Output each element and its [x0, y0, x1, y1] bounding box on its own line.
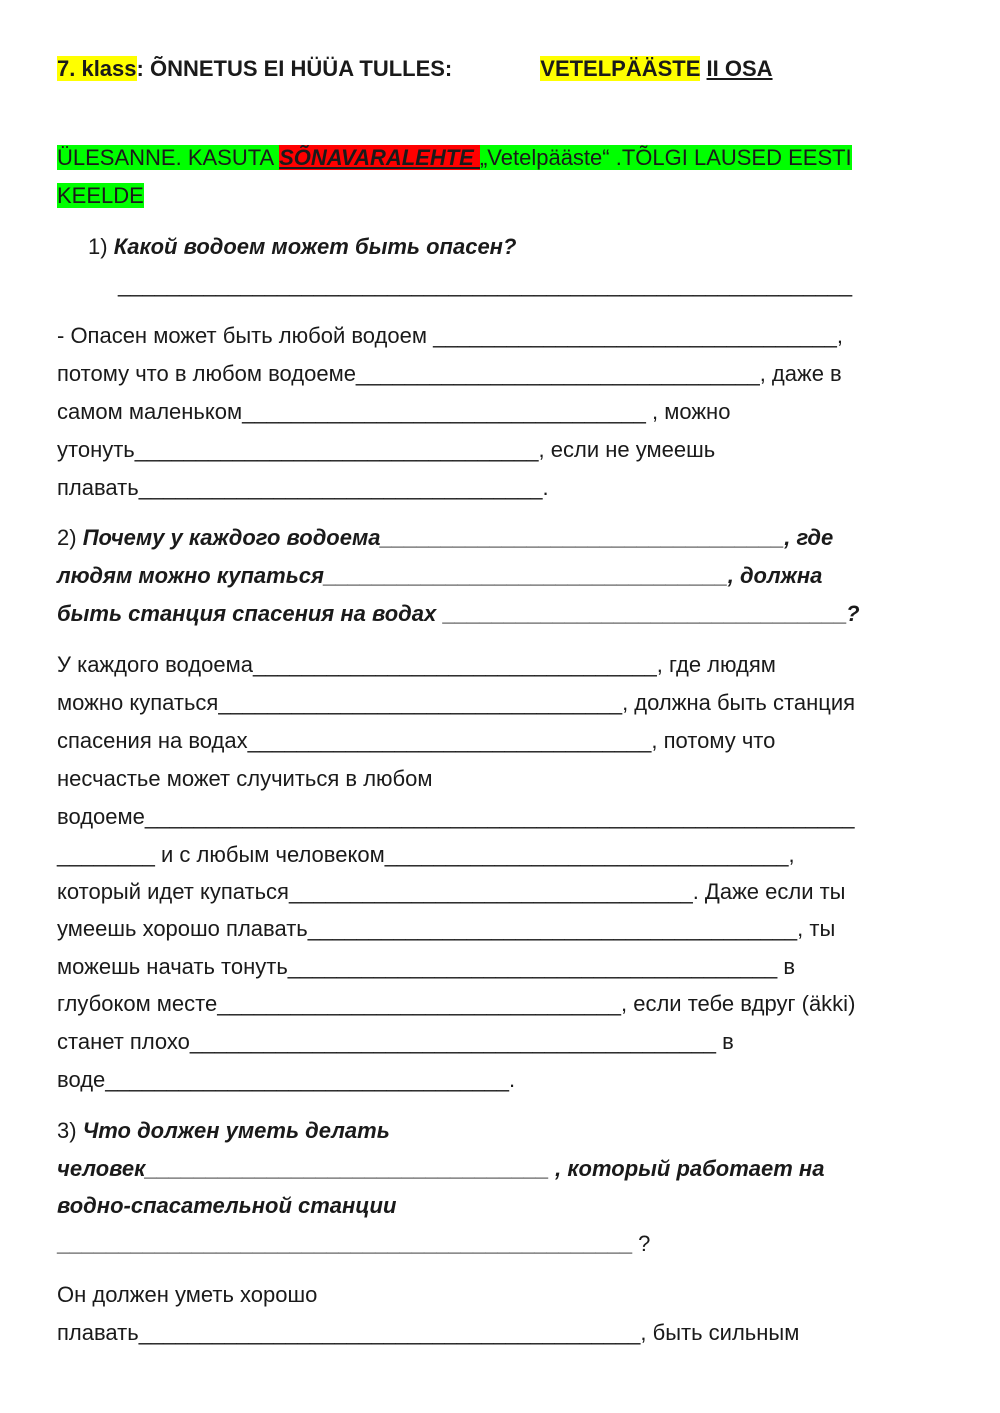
vocabulary-sheet-highlight: SÕNAVARALEHTE [279, 145, 480, 170]
topic-title: ÕNNETUS EI HÜÜA TULLES: [143, 56, 453, 81]
question-2-number: 2) [57, 525, 83, 550]
task-instruction-line2 [57, 181, 144, 211]
question-3-text: Что должен уметь делать [82, 1118, 390, 1143]
answer-2-line: глубоком месте_________________________________, если тебе вдруг (äkki) [57, 991, 856, 1016]
question-3-blank[interactable]: человек_________________________________ [57, 1156, 550, 1181]
task-instruction-line1 [57, 143, 852, 173]
answer-2-line: ________ и с любым человеком_________________________________, [57, 842, 795, 867]
answer-3-line: Он должен уметь хорошо [57, 1282, 318, 1307]
answer-2-line: У каждого водоема_________________________________, где людям [57, 652, 776, 677]
question-3-text-2: , который работает на [549, 1156, 825, 1181]
question-3-line3: водно-спасательной станции [57, 1193, 397, 1218]
question-2-text: Почему у каждого водоема_________________________________, где [82, 525, 834, 550]
question-3-number: 3) [57, 1118, 83, 1143]
answer-1-line: потому что в любом водоеме_________________________________, даже в [57, 361, 842, 386]
question-1 [88, 232, 516, 262]
task-text-2: „Vetelpääste“ .TÕLGI LAUSED EESTI [479, 145, 852, 170]
answer-3-line: плавать_________________________________________, быть сильным [57, 1320, 800, 1345]
answer-2-line: умеешь хорошо плавать________________________________________, ты [57, 916, 836, 941]
question-1-number: 1) [88, 234, 114, 259]
task-text-3: KEELDE [57, 183, 144, 208]
worksheet-title: VETELPÄÄSTE [540, 56, 701, 81]
question-3-mark: ? [632, 1231, 651, 1256]
question-3-line4 [57, 1229, 650, 1259]
question-2-line2: людям можно купаться_________________________________, должна [57, 563, 823, 588]
question-2-line1 [57, 523, 833, 553]
question-2-text-end: быть станция спасения на водах [57, 601, 443, 626]
worksheet-part: II OSA [706, 56, 773, 81]
answer-2-line: несчастье может случиться в любом [57, 766, 433, 791]
answer-1-line: самом маленьком_________________________________ , можно [57, 399, 731, 424]
answer-2-line: можешь начать тонуть________________________________________ в [57, 954, 796, 979]
answer-1-line: утонуть_________________________________, если не умеешь [57, 437, 716, 462]
header-line [57, 54, 773, 84]
answer-2-line: можно купаться_________________________________, должна быть станция [57, 690, 856, 715]
question-3-answer-blank[interactable]: _______________________________________________ [57, 1231, 633, 1256]
answer-2-line: спасения на водах_________________________________, потому что [57, 728, 776, 753]
answer-2-line: водоеме__________________________________________________________ [57, 804, 855, 829]
question-2-blank[interactable]: _________________________________ [442, 601, 847, 626]
answer-1-line: плавать_________________________________. [57, 475, 549, 500]
question-3-line2 [57, 1154, 824, 1184]
task-text-1: ÜLESANNE. KASUTA [57, 145, 280, 170]
header-colon: : [136, 56, 144, 81]
question-2-mark: ? [846, 601, 860, 626]
answer-2-line: воде_________________________________. [57, 1067, 516, 1092]
answer-2-line: станет плохо___________________________________________ в [57, 1029, 734, 1054]
question-1-answer-blank[interactable]: ____________________________________________________________ [118, 272, 853, 297]
grade-label: 7. klass [57, 56, 137, 81]
question-2-line3 [57, 599, 860, 629]
answer-2-line: который идет купаться_________________________________. Даже если ты [57, 879, 846, 904]
question-1-text: Какой водоем может быть опасен? [113, 234, 517, 259]
answer-1-line: - Опасен может быть любой водоем _________________________________, [57, 323, 843, 348]
question-3-line1 [57, 1116, 390, 1146]
